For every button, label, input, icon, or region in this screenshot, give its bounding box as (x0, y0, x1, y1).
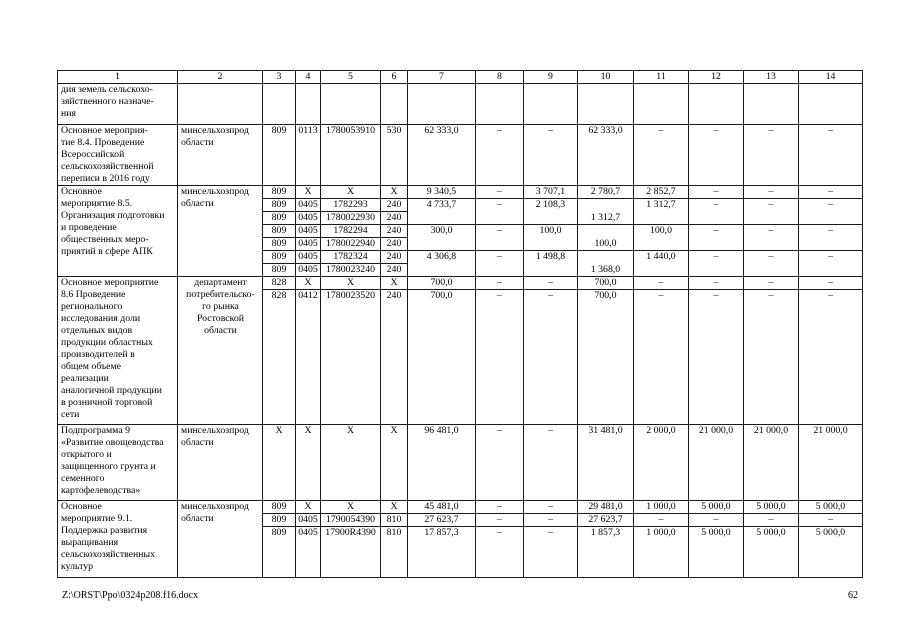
amount-cell: 700,0 (578, 277, 634, 290)
section-code-cell: 0405 (296, 238, 321, 251)
amount-value: 100,0 (539, 225, 562, 236)
amount-cell: – (476, 425, 524, 501)
amount-cell: – (524, 527, 578, 578)
amount-cell: 21 000,0 (799, 425, 863, 501)
amount-cell: 21 000,0 (744, 425, 799, 501)
target-article-code-cell: 1782293 (321, 199, 381, 212)
amount-cell (799, 84, 863, 125)
amount-cell (689, 199, 744, 225)
amount-cell: – (524, 425, 578, 501)
measure-name-cell: Подпрограмма 9 «Развитие овощеводства открытого и защищенного грунта и семенного картофелеводства» (58, 425, 178, 501)
expense-type-code-cell: 240 (381, 264, 408, 277)
amount-cell: – (799, 514, 863, 527)
amount-cell (578, 251, 634, 277)
amount-cell: – (634, 125, 689, 186)
target-article-code-cell: 17900R4390 (321, 527, 381, 578)
amount-cell: 5 000,0 (744, 527, 799, 578)
table-row (58, 425, 863, 501)
amount-value: 100,0 (594, 238, 617, 249)
amount-cell (744, 251, 799, 277)
section-code-cell: Х (296, 425, 321, 501)
amount-cell: – (524, 501, 578, 514)
section-code-cell: Х (296, 501, 321, 514)
amount-cell: – (634, 514, 689, 527)
target-article-code-cell: 1780053910 (321, 125, 381, 186)
amount-cell: 1 000,0 (634, 527, 689, 578)
amount-cell: – (524, 290, 578, 425)
amount-cell (744, 199, 799, 225)
amount-cell: 96 481,0 (408, 425, 476, 501)
amount-value: 300,0 (430, 225, 453, 236)
expense-type-code-cell: Х (381, 277, 408, 290)
amount-cell: – (476, 514, 524, 527)
amount-cell: – (476, 186, 524, 199)
amount-cell (408, 251, 476, 277)
amount-value: – (713, 251, 719, 262)
amount-cell: – (744, 514, 799, 527)
amount-value: 1 312,7 (590, 212, 621, 223)
amount-cell: – (744, 186, 799, 199)
column-number-header: 3 (263, 71, 296, 84)
amount-cell (578, 84, 634, 125)
amount-cell: 27 623,7 (408, 514, 476, 527)
amount-cell: 27 623,7 (578, 514, 634, 527)
expense-type-code-cell: 240 (381, 225, 408, 238)
admin-code-cell: 809 (263, 264, 296, 277)
column-number-header: 13 (744, 71, 799, 84)
table-row (58, 84, 863, 125)
amount-cell (799, 251, 863, 277)
target-article-code-cell: 1782294 (321, 225, 381, 238)
expense-type-code-cell: 240 (381, 290, 408, 425)
amount-cell (408, 225, 476, 251)
table-row (58, 501, 863, 514)
amount-cell: 62 333,0 (408, 125, 476, 186)
amount-cell: 1 000,0 (634, 501, 689, 514)
amount-cell (744, 225, 799, 251)
amount-cell: 2 780,7 (578, 186, 634, 199)
admin-code-cell: 809 (263, 225, 296, 238)
amount-value: – (713, 225, 719, 236)
amount-value: 1 312,7 (646, 199, 676, 210)
amount-cell: – (799, 290, 863, 425)
measure-name-cell: дия земель сельскохо- зяйственного назначе- ния (58, 84, 178, 125)
amount-cell: – (476, 277, 524, 290)
amount-cell: – (524, 277, 578, 290)
amount-cell: – (634, 290, 689, 425)
column-number-header: 12 (689, 71, 744, 84)
amount-cell: – (476, 501, 524, 514)
amount-cell: 5 000,0 (744, 501, 799, 514)
amount-cell: 1 857,3 (578, 527, 634, 578)
amount-value: – (713, 199, 719, 210)
column-number-header: 2 (178, 71, 263, 84)
expense-type-code-cell: 240 (381, 212, 408, 225)
amount-cell: – (744, 125, 799, 186)
admin-code-cell: 809 (263, 238, 296, 251)
amount-cell: 5 000,0 (799, 501, 863, 514)
expense-type-code-cell: 810 (381, 514, 408, 527)
amount-cell: 2 852,7 (634, 186, 689, 199)
admin-code-cell: Х (263, 425, 296, 501)
amount-cell: 5 000,0 (689, 527, 744, 578)
amount-value: 100,0 (649, 225, 673, 236)
amount-cell: – (689, 514, 744, 527)
target-article-code-cell: 1790054390 (321, 514, 381, 527)
column-number-header: 8 (476, 71, 524, 84)
measure-name-cell: Основное мероприя- тие 8.4. Проведение Всероссийской сельскохозяйственной переписи в 2016 году (58, 125, 178, 186)
section-code-cell: 0405 (296, 527, 321, 578)
amount-cell (799, 199, 863, 225)
amount-cell (689, 225, 744, 251)
amount-cell: – (634, 277, 689, 290)
amount-cell (634, 225, 689, 251)
responsible-executor-cell: минсельхозпрод области (178, 125, 263, 186)
amount-cell: – (744, 290, 799, 425)
admin-code-cell (263, 84, 296, 125)
measure-name-cell: Основное мероприятие 8.6 Проведение регионального исследования доли отдельных видов продукции областных производителей в общем объеме реализации аналогичной продукции в розничной торговой сети (58, 277, 178, 425)
amount-cell: – (476, 527, 524, 578)
expense-type-code-cell: 530 (381, 125, 408, 186)
amount-value: 4 733,7 (426, 199, 457, 210)
amount-cell (689, 84, 744, 125)
amount-cell: 21 000,0 (689, 425, 744, 501)
amount-cell: – (524, 514, 578, 527)
amount-cell (524, 225, 578, 251)
responsible-executor-cell: минсельхозпрод области (178, 501, 263, 578)
amount-cell: 62 333,0 (578, 125, 634, 186)
column-number-header: 4 (296, 71, 321, 84)
target-article-code-cell: Х (321, 501, 381, 514)
column-number-header: 7 (408, 71, 476, 84)
amount-value (579, 225, 632, 238)
admin-code-cell: 828 (263, 277, 296, 290)
responsible-executor-cell: минсельхозпрод области (178, 186, 263, 277)
amount-cell: – (476, 125, 524, 186)
amount-cell (476, 84, 524, 125)
target-article-code-cell: 1780022930 (321, 212, 381, 225)
amount-cell: 31 481,0 (578, 425, 634, 501)
amount-value: – (828, 225, 833, 236)
amount-cell (524, 84, 578, 125)
amount-value: 4 306,8 (426, 251, 457, 262)
amount-value: 1 498,8 (535, 251, 566, 262)
amount-value: – (768, 225, 774, 236)
admin-code-cell: 809 (263, 514, 296, 527)
amount-cell: 700,0 (578, 290, 634, 425)
amount-value: – (768, 251, 774, 262)
section-code-cell: Х (296, 186, 321, 199)
amount-cell: 45 481,0 (408, 501, 476, 514)
admin-code-cell: 809 (263, 501, 296, 514)
expense-type-code-cell: Х (381, 186, 408, 199)
measure-name-cell: Основное мероприятие 8.5. Организация подготовки и проведение общественных меро- приятий в сфере АПК (58, 186, 178, 277)
amount-cell (524, 199, 578, 225)
target-article-code-cell: 1780023240 (321, 264, 381, 277)
expense-type-code-cell: 810 (381, 527, 408, 578)
responsible-executor-cell (178, 84, 263, 125)
amount-cell: 9 340,5 (408, 186, 476, 199)
amount-cell (524, 251, 578, 277)
admin-code-cell: 828 (263, 290, 296, 425)
amount-cell: – (799, 277, 863, 290)
amount-cell: – (744, 277, 799, 290)
expense-type-code-cell: Х (381, 425, 408, 501)
target-article-code-cell (321, 84, 381, 125)
responsible-executor-cell: минсельхозпрод области (178, 425, 263, 501)
expense-type-code-cell: Х (381, 501, 408, 514)
column-number-header: 6 (381, 71, 408, 84)
amount-value: – (497, 225, 502, 236)
table-row (58, 125, 863, 186)
admin-code-cell: 809 (263, 212, 296, 225)
amount-cell (634, 199, 689, 225)
amount-cell: – (689, 290, 744, 425)
section-code-cell: 0405 (296, 225, 321, 238)
amount-cell: – (524, 125, 578, 186)
column-number-header: 14 (799, 71, 863, 84)
amount-cell (476, 251, 524, 277)
table-row (58, 277, 863, 290)
amount-cell (634, 251, 689, 277)
expense-type-code-cell: 240 (381, 251, 408, 264)
section-code-cell: 0405 (296, 514, 321, 527)
amount-cell (408, 199, 476, 225)
amount-cell: 700,0 (408, 290, 476, 425)
target-article-code-cell: Х (321, 425, 381, 501)
amount-value (579, 199, 632, 212)
amount-cell: 700,0 (408, 277, 476, 290)
amount-cell (634, 84, 689, 125)
amount-value: – (497, 199, 502, 210)
section-code-cell: 0113 (296, 125, 321, 186)
amount-cell: – (689, 186, 744, 199)
target-article-code-cell: Х (321, 186, 381, 199)
section-code-cell: 0405 (296, 251, 321, 264)
amount-value: 1 368,0 (590, 264, 621, 275)
amount-value: 1 440,0 (646, 251, 676, 262)
section-code-cell: 0405 (296, 212, 321, 225)
section-code-cell: 0405 (296, 264, 321, 277)
page-number: 62 (848, 590, 858, 601)
amount-cell: – (799, 186, 863, 199)
column-number-header: 10 (578, 71, 634, 84)
section-code-cell: 0412 (296, 290, 321, 425)
column-number-header: 9 (524, 71, 578, 84)
admin-code-cell: 809 (263, 251, 296, 264)
amount-value: – (768, 199, 774, 210)
amount-cell: – (476, 290, 524, 425)
target-article-code-cell: 1782324 (321, 251, 381, 264)
amount-value: – (828, 199, 833, 210)
amount-cell (744, 84, 799, 125)
section-code-cell (296, 84, 321, 125)
amount-cell: 3 707,1 (524, 186, 578, 199)
expense-type-code-cell: 240 (381, 199, 408, 212)
column-number-header: 11 (634, 71, 689, 84)
amount-cell: 5 000,0 (799, 527, 863, 578)
expense-type-code-cell (381, 84, 408, 125)
amount-cell: – (689, 277, 744, 290)
target-article-code-cell: 1780023520 (321, 290, 381, 425)
section-code-cell: Х (296, 277, 321, 290)
admin-code-cell: 809 (263, 527, 296, 578)
amount-cell (578, 199, 634, 225)
admin-code-cell: 809 (263, 186, 296, 199)
amount-cell: 17 857,3 (408, 527, 476, 578)
responsible-executor-cell: департамент потребительско- го рынка Ростовской области (178, 277, 263, 425)
target-article-code-cell: Х (321, 277, 381, 290)
amount-value: 2 108,3 (535, 199, 566, 210)
section-code-cell: 0405 (296, 199, 321, 212)
amount-cell: 2 000,0 (634, 425, 689, 501)
amount-cell (408, 84, 476, 125)
admin-code-cell: 809 (263, 125, 296, 186)
target-article-code-cell: 1780022940 (321, 238, 381, 251)
amount-cell: – (799, 125, 863, 186)
header-row (58, 71, 863, 84)
budget-measures-table (57, 70, 863, 578)
admin-code-cell: 809 (263, 199, 296, 212)
amount-cell (578, 225, 634, 251)
column-number-header: 5 (321, 71, 381, 84)
amount-value: – (828, 251, 833, 262)
amount-cell (476, 225, 524, 251)
column-number-header: 1 (58, 71, 178, 84)
amount-cell: 29 481,0 (578, 501, 634, 514)
amount-cell (689, 251, 744, 277)
amount-cell: – (689, 125, 744, 186)
amount-cell: 5 000,0 (689, 501, 744, 514)
amount-value: – (497, 251, 502, 262)
amount-cell (476, 199, 524, 225)
measure-name-cell: Основное мероприятие 9.1. Поддержка развития выращивания сельскохозяйственных культур (58, 501, 178, 578)
footer-file-path: Z:\ORST\Ppo\0324p208.f16.docx (62, 590, 199, 601)
table-row (58, 186, 863, 199)
amount-value (579, 251, 632, 264)
amount-cell (799, 225, 863, 251)
expense-type-code-cell: 240 (381, 238, 408, 251)
